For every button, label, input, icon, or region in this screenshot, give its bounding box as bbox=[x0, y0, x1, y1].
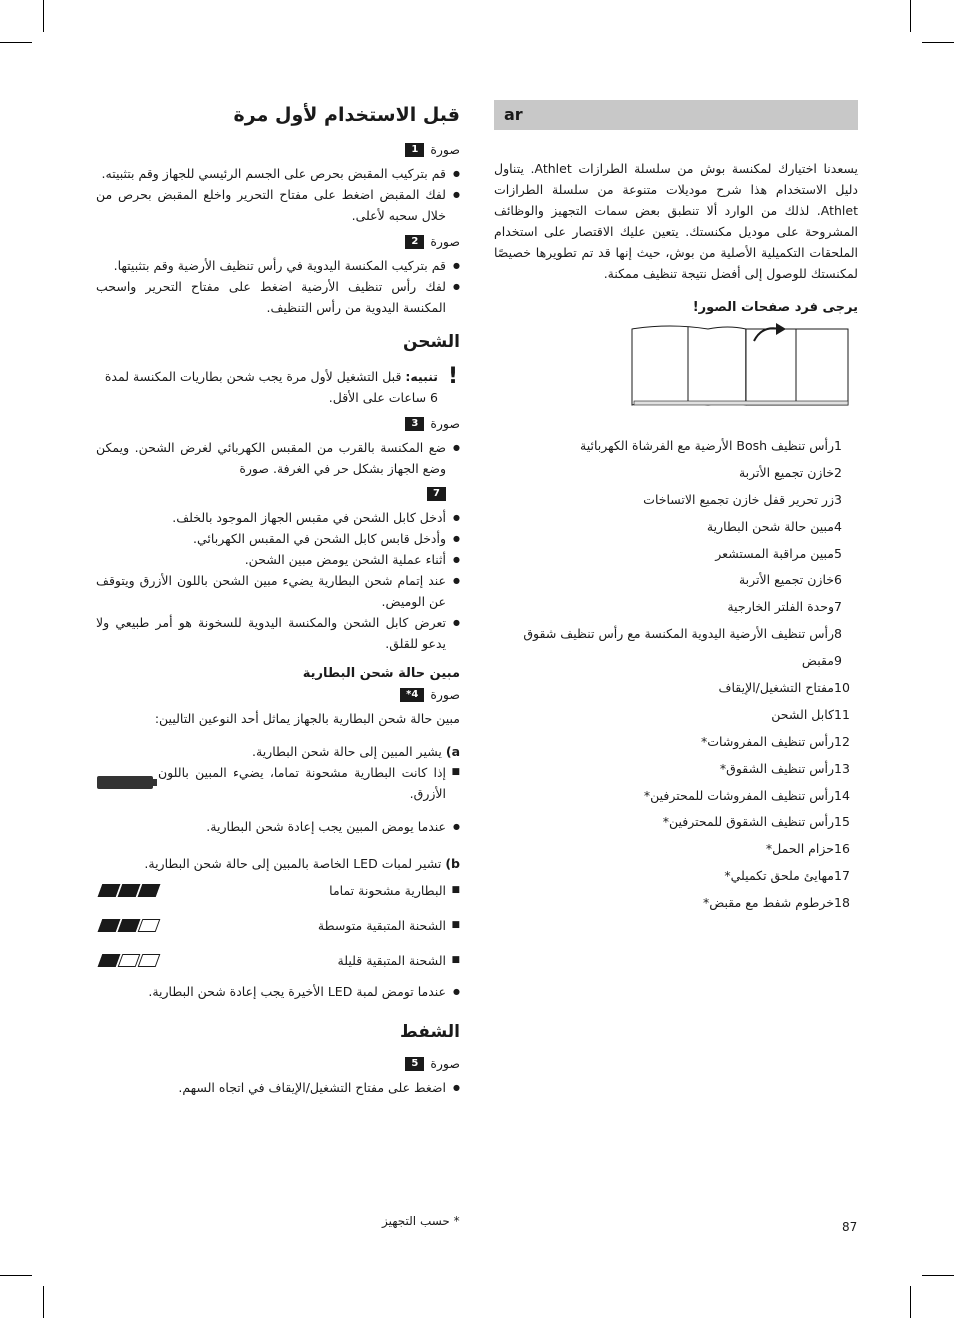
list-item bbox=[96, 437, 460, 501]
part-label: خازن تجميع الأتربة bbox=[738, 464, 834, 480]
type-b-label: b) bbox=[445, 856, 460, 871]
figure-number: 2 bbox=[405, 235, 424, 249]
suction-heading: الشفط bbox=[400, 1022, 460, 1042]
list-item: ● عندما يومض المبين يجب إعادة شحن البطارية. bbox=[96, 816, 460, 837]
led-segment bbox=[138, 954, 161, 967]
part-label: خازن تجميع الأتربة bbox=[738, 572, 834, 588]
crop-mark bbox=[0, 42, 32, 43]
battery-full-icon bbox=[96, 775, 158, 791]
list-item: ● تعرض كابل الشحن والمكنسة اليدوية للسخونة هو أمر طبيعي ولا يدعو للقلق. bbox=[96, 612, 460, 654]
part-item bbox=[494, 648, 858, 675]
part-label: رأس تنظيف المفروشات للمحترفين* bbox=[643, 787, 834, 803]
figure-ref bbox=[96, 234, 460, 249]
type-a-text: يشير المبين إلى حالة شحن البطارية. bbox=[252, 744, 446, 759]
type-b-blink bbox=[96, 981, 460, 1002]
type-b-line bbox=[96, 853, 460, 874]
part-number: 16 bbox=[834, 841, 850, 857]
figure-word: صورة bbox=[430, 687, 460, 702]
led-battery-icon bbox=[100, 884, 158, 897]
led-level-item bbox=[158, 950, 460, 971]
figure-ref bbox=[96, 1056, 460, 1071]
right-column bbox=[494, 100, 858, 917]
list-item: ■ الشحنة المتبقية قليلة bbox=[158, 950, 460, 971]
figure-ref bbox=[96, 416, 460, 431]
led-segment bbox=[118, 884, 141, 897]
first-use-heading: قبل الاستخدام لأول مرة bbox=[233, 104, 460, 126]
led-segment bbox=[98, 919, 121, 932]
figure-ref bbox=[96, 687, 460, 702]
parts-list bbox=[494, 433, 858, 917]
figure-ref bbox=[96, 142, 460, 157]
part-number: 6 bbox=[834, 572, 842, 588]
figure-number: 3 bbox=[405, 417, 424, 431]
indicator-intro: مبين حالة شحن البطارية بالجهاز يماثل أحد النوعين التاليين: bbox=[154, 711, 460, 726]
list-item: ● قم بتركيب المكنسة اليدوية في رأس تنظيف الأرضية وقم بتثبيتها. bbox=[96, 255, 460, 276]
part-item bbox=[494, 863, 858, 890]
part-label: حزام الحمل* bbox=[765, 841, 834, 857]
part-number: 4 bbox=[834, 518, 842, 534]
language-bar bbox=[494, 100, 858, 130]
part-label: مفتاح التشغيل/الإيقاف bbox=[718, 680, 834, 696]
part-item bbox=[494, 594, 858, 621]
list-item: ● لفك رأس تنظيف الأرضية اضغط على مفتاح التحرير واسحب المكنسة اليدوية من رأس التنظيف. bbox=[96, 276, 460, 318]
part-label: مقبض bbox=[801, 653, 834, 669]
figure-1-steps bbox=[96, 163, 460, 226]
crop-mark bbox=[43, 0, 44, 32]
note-text bbox=[96, 366, 438, 408]
part-number: 10 bbox=[834, 680, 850, 696]
figure-2-steps bbox=[96, 255, 460, 318]
led-segment bbox=[138, 884, 161, 897]
part-label: مبين مراقبة المستشعر bbox=[715, 545, 834, 561]
part-item bbox=[494, 783, 858, 810]
part-item bbox=[494, 756, 858, 783]
list-item: ■ البطارية مشحونة تماما bbox=[158, 880, 460, 901]
suction-steps bbox=[96, 1077, 460, 1098]
figure-word: صورة bbox=[239, 461, 269, 476]
figure-number: 5 bbox=[405, 1057, 424, 1071]
list-item: ● وأدخل قابس كابل الشحن في المقبس الكهربائي. bbox=[96, 528, 460, 549]
figure-number: 1 bbox=[405, 143, 424, 157]
footnote: * حسب التجهيز bbox=[382, 1214, 460, 1228]
exclamation-icon: ! bbox=[447, 364, 459, 389]
part-label: مبين حالة شحن البطارية bbox=[706, 518, 834, 534]
figure-word: صورة bbox=[430, 234, 460, 249]
part-item bbox=[494, 541, 858, 568]
led-level-item bbox=[158, 880, 460, 901]
indicator-heading: مبين حالة شحن البطارية bbox=[302, 666, 460, 681]
part-number: 17 bbox=[834, 868, 850, 884]
type-b-text: تشير لمبات LED الخاصة بالمبين إلى حالة شحن البطارية. bbox=[144, 856, 446, 871]
part-label: وحدة الفلتر الخارجية bbox=[727, 599, 834, 615]
led-segment bbox=[118, 954, 141, 967]
figure-word: صورة bbox=[430, 1056, 460, 1071]
part-number: 5 bbox=[834, 545, 842, 561]
part-label: خرطوم شفط مع مقبض* bbox=[702, 895, 834, 911]
page-number: 87 bbox=[842, 1220, 858, 1234]
type-a-row bbox=[96, 762, 460, 804]
led-levels bbox=[96, 880, 460, 971]
part-item bbox=[494, 890, 858, 917]
part-number: 2 bbox=[834, 464, 842, 480]
list-item: ■ إذا كانت البطارية مشحونة تماما، يضيء المبين باللون الأزرق. bbox=[158, 762, 460, 804]
part-number: 3 bbox=[834, 491, 842, 507]
part-number: 9 bbox=[834, 653, 842, 669]
note-body: قبل التشغيل لأول مرة يجب شحن بطاريات المكنسة لمدة 6 ساعات على الأقل. bbox=[104, 369, 438, 405]
part-label: رأس تنظيف Bosh الأرضية مع الفرشاة الكهربائية bbox=[580, 438, 834, 453]
crop-mark bbox=[910, 0, 911, 32]
unfold-title: يرجى فرد صفحات الصور! bbox=[692, 300, 858, 315]
note-label: تنبيه: bbox=[405, 369, 438, 384]
part-number: 7 bbox=[834, 599, 842, 615]
type-a-line bbox=[96, 741, 460, 762]
part-item bbox=[494, 487, 858, 514]
part-item bbox=[494, 460, 858, 487]
list-item: ● أدخل كابل الشحن في مقبس الجهاز الموجود بالخلف. bbox=[96, 507, 460, 528]
led-level-row bbox=[96, 880, 460, 901]
led-segment bbox=[98, 884, 121, 897]
intro-paragraph: يسعدنا اختيارك لمكنسة بوش من سلسلة الطرازات Athlet. يتناول دليل الاستخدام هذا شرح موديلات متنوعة من سلسلة الطرازات Athlet. لذلك من الوارد ألا تنطبق بعض سمات التجهيز والوظائف المشروحة على موديل مكنستك. يتعين عليك الاقتصار على استخدام الملحقات التكميلية الأصلية من بوش، حيث إنها قد تم تطويرها خصيصًا لمكنستك للوصول إلى أفضل نتيجة تنظيف ممكنة. bbox=[494, 161, 858, 281]
part-label: كابل الشحن bbox=[771, 706, 834, 722]
led-segment bbox=[98, 954, 121, 967]
book-graphic-wrap bbox=[494, 321, 858, 413]
part-number: 11 bbox=[834, 706, 850, 722]
crop-mark bbox=[43, 1286, 44, 1318]
part-item bbox=[494, 809, 858, 836]
crop-mark bbox=[0, 1275, 32, 1276]
type-a-blink bbox=[96, 816, 460, 837]
led-battery-icon bbox=[100, 919, 158, 932]
part-number: 8 bbox=[834, 626, 842, 642]
part-item bbox=[494, 702, 858, 729]
part-number: 18 bbox=[834, 895, 850, 911]
part-item bbox=[494, 567, 858, 594]
part-label: رأس تنظيف الأرضية اليدوية المكنسة مع رأس تنظيف شقوق bbox=[523, 626, 834, 642]
part-label: رأس تنظيف الشقوق* bbox=[719, 760, 834, 776]
language-code: ar bbox=[504, 105, 523, 124]
part-label: رأس تنظيف المفروشات* bbox=[701, 733, 834, 749]
led-segment bbox=[118, 919, 141, 932]
part-item bbox=[494, 433, 858, 460]
led-level-row bbox=[96, 915, 460, 936]
figure-word: صورة bbox=[430, 142, 460, 157]
part-item bbox=[494, 729, 858, 756]
part-number: 15 bbox=[834, 814, 850, 830]
list-item: ● لفك المقبض اضغط على مفتاح التحرير واخلع المقبض بحرص من خلال سحبه لأعلى. bbox=[96, 184, 460, 226]
crop-mark bbox=[922, 1275, 954, 1276]
list-item: ● أثناء عملية الشحن يومض مبين الشحن. bbox=[96, 549, 460, 570]
part-label: زر تحرير قفل خازن تجميع الاتساخات bbox=[643, 491, 834, 507]
type-a-label: a) bbox=[445, 744, 460, 759]
part-label: مهايئ ملحق تكميلي* bbox=[724, 868, 834, 884]
figure-word: صورة bbox=[430, 416, 460, 431]
part-number: 1 bbox=[834, 438, 842, 453]
figure-number: 4* bbox=[400, 688, 424, 702]
part-number: 13 bbox=[834, 760, 850, 776]
led-level-row bbox=[96, 950, 460, 971]
crop-mark bbox=[910, 1286, 911, 1318]
part-item bbox=[494, 836, 858, 863]
part-number: 14 bbox=[834, 787, 850, 803]
list-item: ■ الشحنة المتبقية متوسطة bbox=[158, 915, 460, 936]
list-item: ● قم بتركيب المقبض بحرص على الجسم الرئيسي للجهاز وقم بتثبيته. bbox=[96, 163, 460, 184]
led-segment bbox=[138, 919, 161, 932]
part-item bbox=[494, 514, 858, 541]
unfold-book-icon bbox=[630, 321, 858, 409]
figure-3-steps bbox=[96, 437, 460, 654]
crop-mark bbox=[922, 42, 954, 43]
led-level-item bbox=[158, 915, 460, 936]
part-number: 12 bbox=[834, 733, 850, 749]
figure-number: 7 bbox=[427, 487, 446, 501]
part-item bbox=[494, 675, 858, 702]
charging-heading: الشحن bbox=[402, 332, 460, 352]
list-item: ● عند إتمام شحن البطارية يضيء مبين الشحن باللون الأزرق ويتوقف عن الوميض. bbox=[96, 570, 460, 612]
part-label: رأس تنظيف الشقوق للمحترفين* bbox=[662, 814, 834, 830]
warning-note bbox=[96, 366, 460, 408]
list-item: ● عندما تومض لمبة LED الأخيرة يجب إعادة شحن البطارية. bbox=[96, 981, 460, 1002]
list-item-text: ضع المكنسة بالقرب من المقبس الكهربائي لغرض الشحن. ويمكن وضع الجهاز بشكل حر في الغرفة. bbox=[96, 440, 446, 476]
left-column bbox=[96, 100, 460, 1098]
led-battery-icon bbox=[100, 954, 158, 967]
type-a-items bbox=[158, 762, 460, 804]
list-item: ● اضغط على مفتاح التشغيل/الإيقاف في اتجاه السهم. bbox=[96, 1077, 460, 1098]
part-item bbox=[494, 621, 858, 648]
